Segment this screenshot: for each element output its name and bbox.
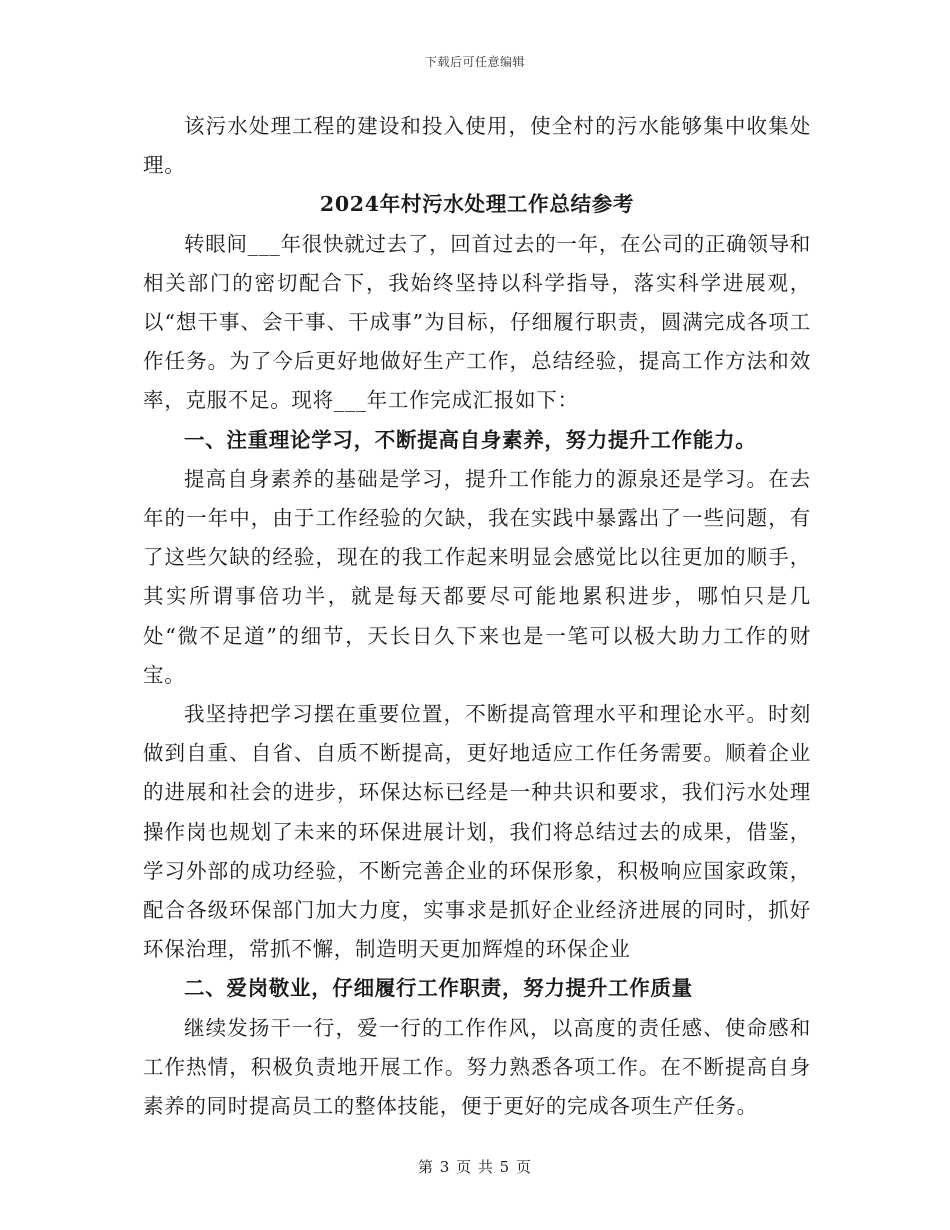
paragraph-2: 提高自身素养的基础是学习，提升工作能力的源泉还是学习。在去年的一年中，由于工作经验的欠缺，我在实践中暴露出了一些问题，有了这些欠缺的经验，现在的我工作起来明显会感觉比以往更加的顺手，其实所谓事倍功半，就是每天都要尽可能地累积进步，哪怕只是几处“微不足道”的细节，天长日久下来也是一笔可以极大助力工作的财宝。 — [143, 466, 811, 687]
section-heading-2: 二、爱岗敬业，仔细履行工作职责，努力提升工作质量 — [184, 976, 693, 1001]
document-title: 2024年村污水处理工作总结参考 — [319, 192, 635, 217]
document-body — [143, 107, 811, 1126]
intro-paragraph: 该污水处理工程的建设和投入使用，使全村的污水能够集中收集处理。 — [143, 114, 811, 178]
section-heading-1: 一、注重理论学习，不断提高自身素养，努力提升工作能力。 — [184, 427, 757, 452]
page-number-indicator: 第 3 页 共 5 页 — [418, 1158, 532, 1176]
paragraph-1: 转眼间___年很快就过去了，回首过去的一年，在公司的正确领导和相关部门的密切配合下，我始终坚持以科学指导，落实科学进展观，以“想干事、会干事、干成事”为目标，仔细履行职责，圆满完成各项工作任务。为了今后更好地做好生产工作，总结经验，提高工作方法和效率，克服不足。现将___年工作完成汇报如下： — [143, 231, 811, 413]
page-header-note: 下载后可任意编辑 — [424, 55, 525, 69]
paragraph-3: 我坚持把学习摆在重要位置，不断提高管理水平和理论水平。时刻做到自重、自省、自质不断提高，更好地适应工作任务需要。顺着企业的进展和社会的进步，环保达标已经是一种共识和要求，我们污水处理操作岗也规划了未来的环保进展计划，我们将总结过去的成果，借鉴，学习外部的成功经验，不断完善企业的环保形象，积极响应国家政策，配合各级环保部门加大力度，实事求是抓好企业经济进展的同时，抓好环保治理，常抓不懈，制造明天更加辉煌的环保企业 — [143, 702, 811, 962]
paragraph-4: 继续发扬干一行，爱一行的工作作风，以高度的责任感、使命感和工作热情，积极负责地开展工作。努力熟悉各项工作。在不断提高自身素养的同时提高员工的整体技能，便于更好的完成各项生产任务。 — [143, 1015, 811, 1119]
